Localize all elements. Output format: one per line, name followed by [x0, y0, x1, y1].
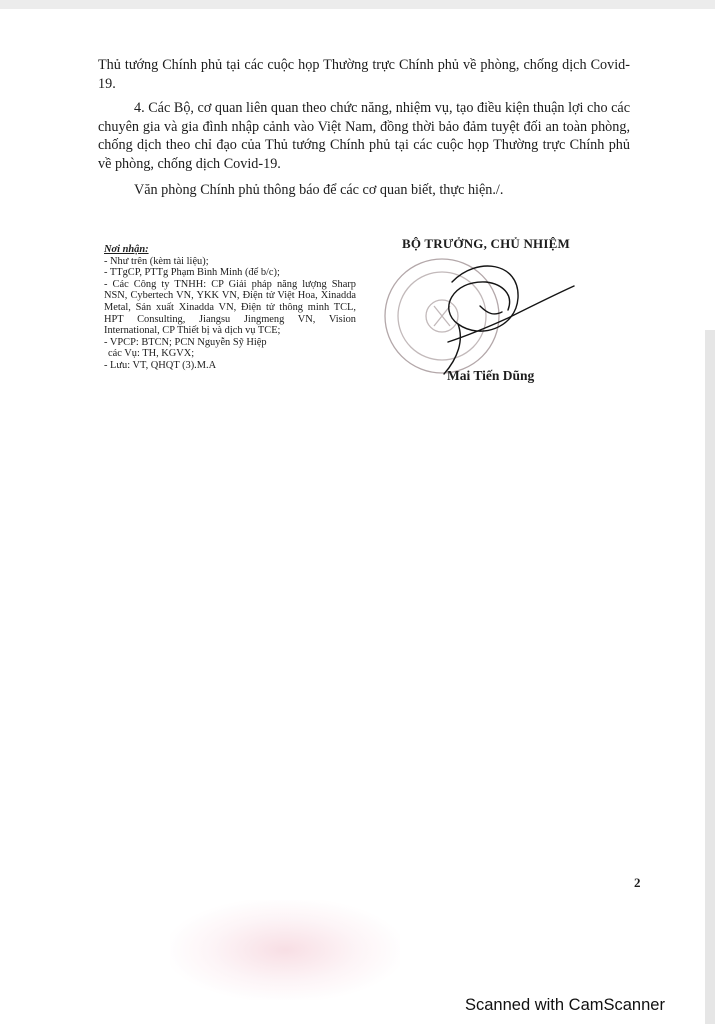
recipient-item: - TTgCP, PTTg Phạm Bình Minh (để b/c);	[104, 267, 280, 279]
scrollbar-track[interactable]	[705, 330, 715, 1024]
paragraph-item-4: 4. Các Bộ, cơ quan liên quan theo chức năng, nhiệm vụ, tạo điều kiện thuận lợi cho các chuyên gia và gia đình nhập cảnh vào Việt Nam, đồng thời bảo đảm tuyệt đối an toàn phòng, chống dịch theo chỉ đạo của Thủ tướng Chính phủ tại các cuộc họp Thường trực Chính phủ về phòng, chống dịch Covid-19.	[98, 100, 630, 172]
signer-name: Mai Tiến Dũng	[447, 368, 535, 383]
recipients-list	[104, 244, 356, 372]
signer-title: BỘ TRƯỞNG, CHỦ NHIỆM	[402, 236, 570, 251]
recipient-item: các Vụ: TH, KGVX;	[108, 348, 195, 360]
page-number: 2	[634, 875, 641, 890]
top-scan-edge	[0, 0, 715, 9]
recipients-title: Nơi nhận:	[104, 244, 149, 255]
paragraph-closing: Văn phòng Chính phủ thông báo để các cơ quan biết, thực hiện./.	[134, 182, 504, 198]
official-seal-and-signature	[382, 254, 582, 384]
pink-smudge	[170, 900, 400, 1000]
camscanner-watermark: Scanned with CamScanner	[465, 996, 665, 1014]
recipient-item: - VPCP: BTCN; PCN Nguyễn Sỹ Hiệp	[104, 336, 267, 348]
recipient-item: - Lưu: VT, QHQT (3).M.A	[104, 359, 217, 371]
recipient-item: - Các Công ty TNHH: CP Giải pháp năng lượng Sharp NSN, Cybertech VN, YKK VN, Điện tử Việt Hoa, Xinadda Metal, Sản xuất Xinadda VN, Điện tử thông minh TCL, HPT Consulting, Jiangsu Jingmeng VN, Vision International, CP Thiết bị và dịch vụ TCE;	[104, 278, 356, 337]
recipient-item: - Như trên (kèm tài liệu);	[104, 255, 209, 267]
paragraph-continuation: Thủ tướng Chính phủ tại các cuộc họp Thường trực Chính phủ về phòng, chống dịch Covid-19.	[98, 57, 630, 92]
